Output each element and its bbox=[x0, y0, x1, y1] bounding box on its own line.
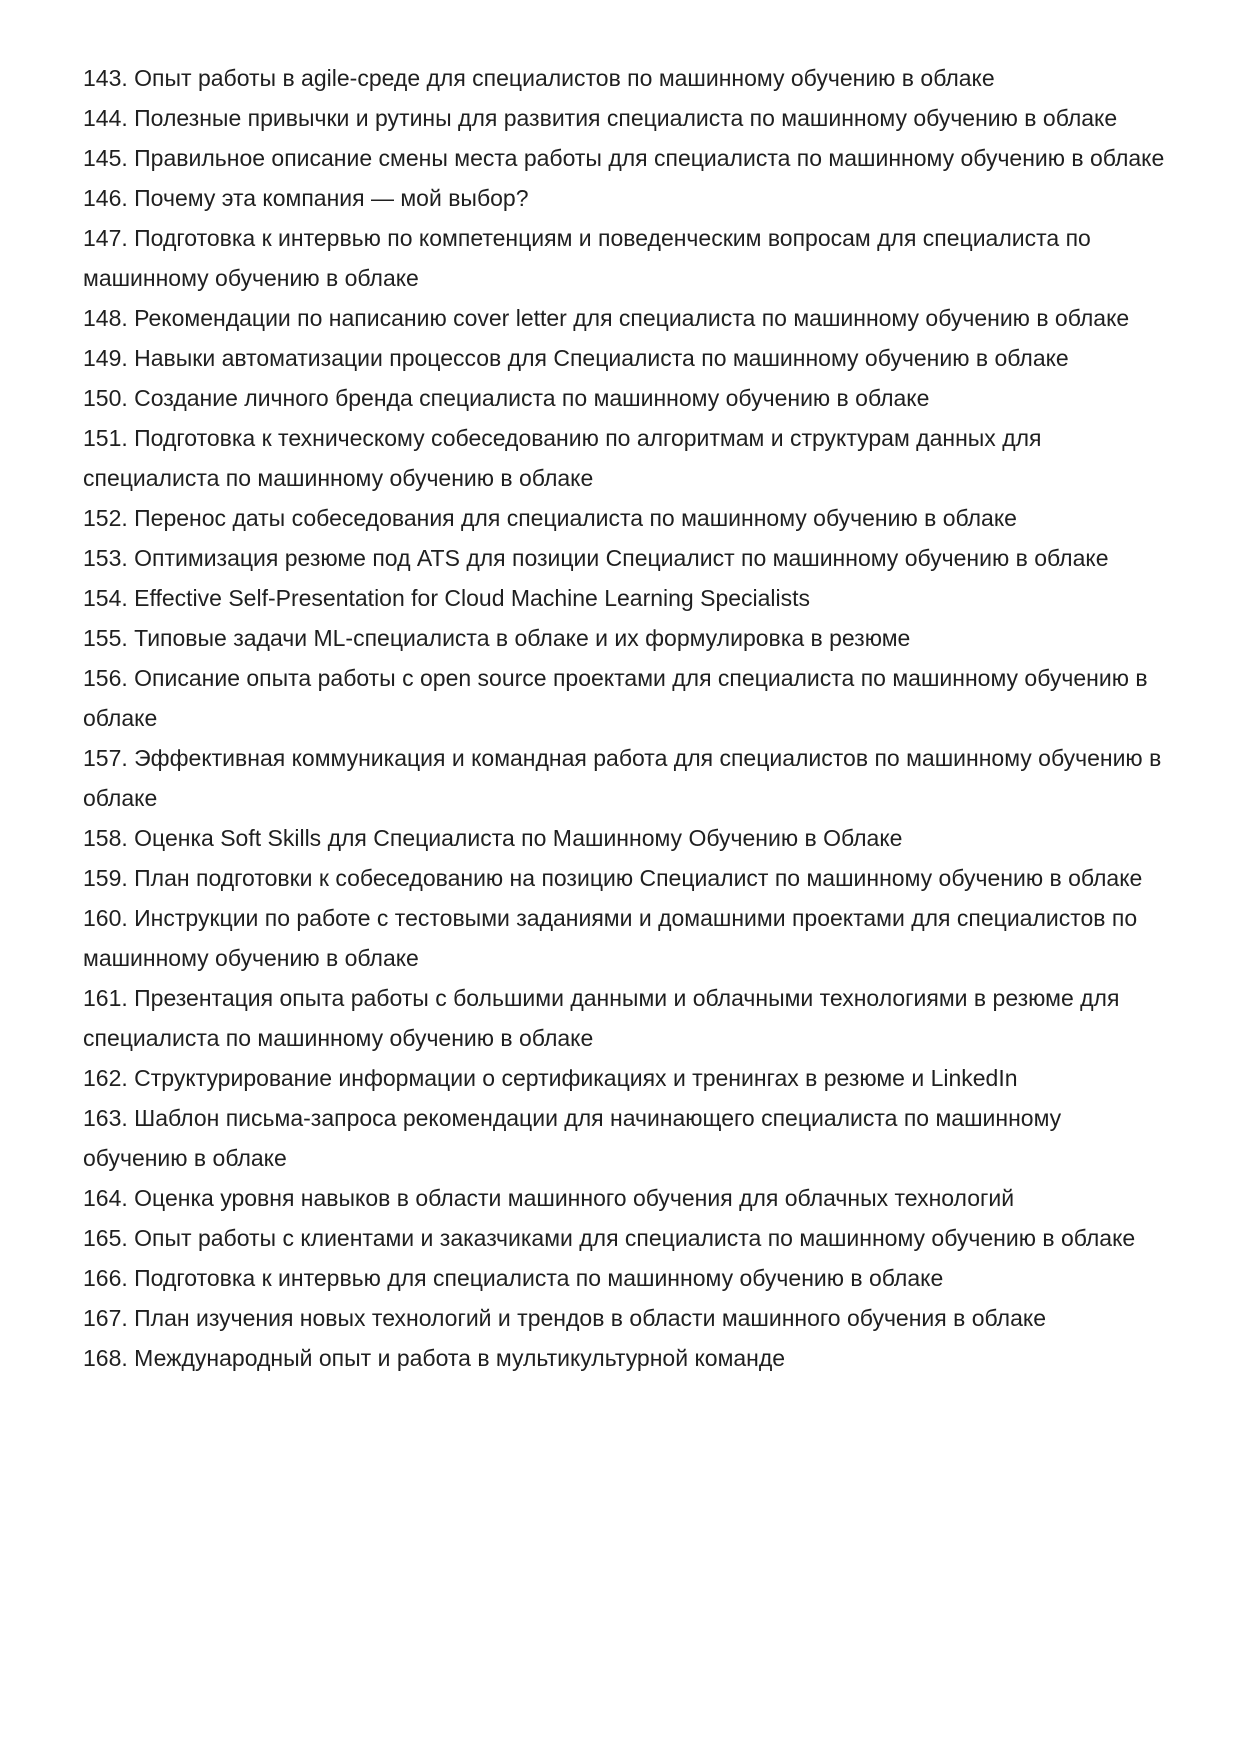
list-item: 159. План подготовки к собеседованию на позицию Специалист по машинному обучению в облаке bbox=[83, 865, 1143, 891]
list-item: 156. Описание опыта работы с open source проектами для специалиста по машинному обучению в облаке bbox=[83, 665, 1148, 731]
list-item: 164. Оценка уровня навыков в области машинного обучения для облачных технологий bbox=[83, 1185, 1015, 1211]
list-item: 160. Инструкции по работе с тестовыми заданиями и домашними проектами для специалистов по машинному обучению в облаке bbox=[83, 905, 1138, 971]
list-item: 161. Презентация опыта работы с большими данными и облачными технологиями в резюме для специалиста по машинному обучению в облаке bbox=[83, 985, 1120, 1051]
list-item: 163. Шаблон письма-запроса рекомендации для начинающего специалиста по машинному обучению в облаке bbox=[83, 1105, 1062, 1171]
list-item: 152. Перенос даты собеседования для специалиста по машинному обучению в облаке bbox=[83, 505, 1017, 531]
list-item: 165. Опыт работы с клиентами и заказчиками для специалиста по машинному обучению в облаке bbox=[83, 1225, 1136, 1251]
list-item: 144. Полезные привычки и рутины для развития специалиста по машинному обучению в облаке bbox=[83, 105, 1118, 131]
list-item: 146. Почему эта компания — мой выбор? bbox=[83, 185, 529, 211]
list-item: 168. Международный опыт и работа в мультикультурной команде bbox=[83, 1345, 786, 1371]
list-item: 143. Опыт работы в agile-среде для специалистов по машинному обучению в облаке bbox=[83, 65, 995, 91]
list-item: 150. Создание личного бренда специалиста по машинному обучению в облаке bbox=[83, 385, 930, 411]
list-item: 149. Навыки автоматизации процессов для Специалиста по машинному обучению в облаке bbox=[83, 345, 1069, 371]
list-item: 147. Подготовка к интервью по компетенциям и поведенческим вопросам для специалиста по машинному обучению в облаке bbox=[83, 225, 1091, 291]
list-item: 154. Effective Self-Presentation for Cloud Machine Learning Specialists bbox=[83, 585, 811, 611]
list-item: 145. Правильное описание смены места работы для специалиста по машинному обучению в облаке bbox=[83, 145, 1165, 171]
list-item: 148. Рекомендации по написанию cover letter для специалиста по машинному обучению в облаке bbox=[83, 305, 1130, 331]
list-item: 151. Подготовка к техническому собеседованию по алгоритмам и структурам данных для специалиста по машинному обучению в облаке bbox=[83, 425, 1042, 491]
list-item: 157. Эффективная коммуникация и командная работа для специалистов по машинному обучению в облаке bbox=[83, 745, 1162, 811]
list-item: 167. План изучения новых технологий и трендов в области машинного обучения в облаке bbox=[83, 1305, 1046, 1331]
document-page bbox=[83, 58, 1168, 1378]
list-item: 166. Подготовка к интервью для специалиста по машинному обучению в облаке bbox=[83, 1265, 944, 1291]
list-item: 153. Оптимизация резюме под ATS для позиции Специалист по машинному обучению в облаке bbox=[83, 545, 1109, 571]
list-item: 162. Структурирование информации о сертификациях и тренингах в резюме и LinkedIn bbox=[83, 1065, 1018, 1091]
list-item: 158. Оценка Soft Skills для Специалиста по Машинному Обучению в Облаке bbox=[83, 825, 903, 851]
list-item: 155. Типовые задачи ML-специалиста в облаке и их формулировка в резюме bbox=[83, 625, 911, 651]
